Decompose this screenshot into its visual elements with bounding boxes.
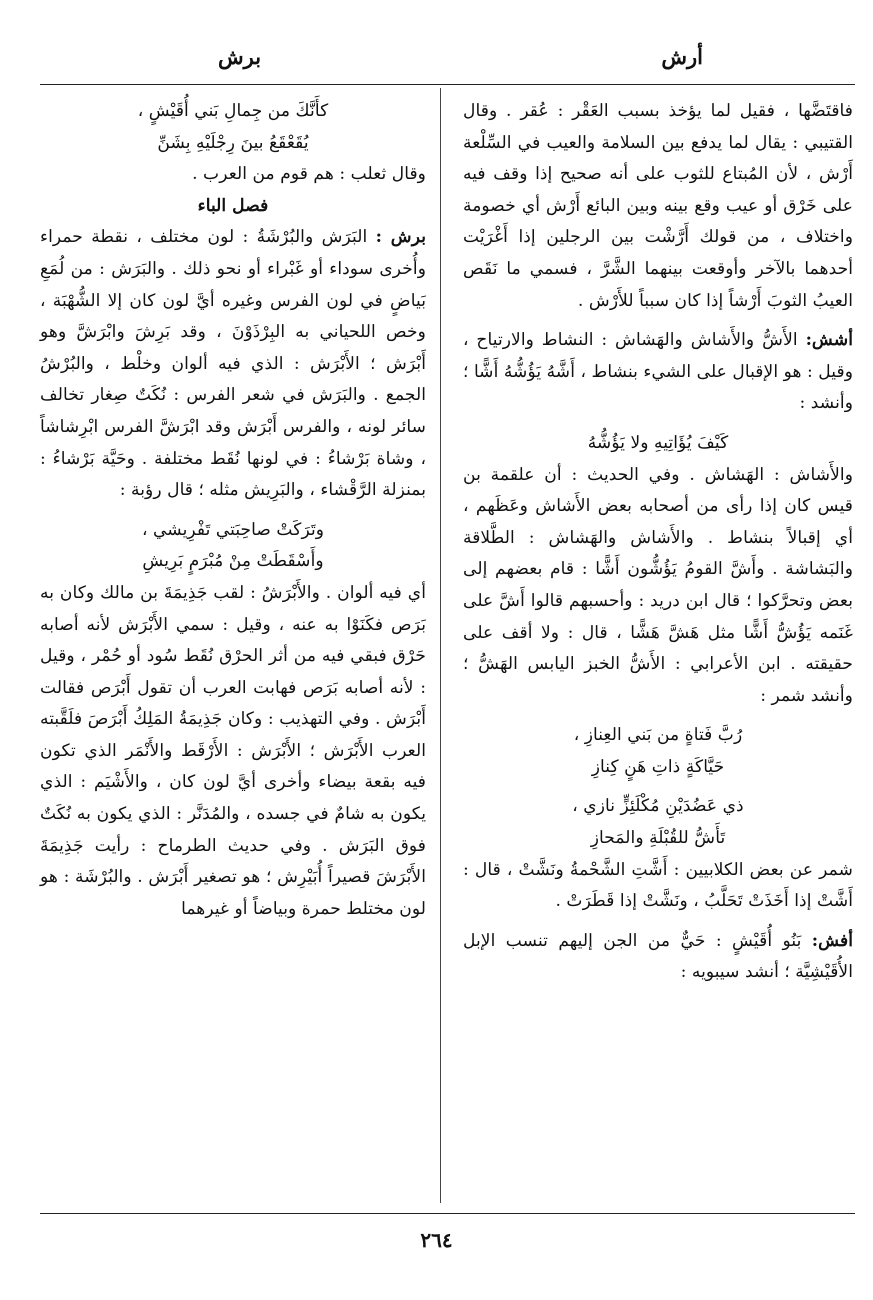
paragraph-thalab: وقال ثعلب : هم قوم من العرب . [192,164,426,185]
entry-ashsh-headword: أشش: [805,330,853,351]
verse-line: رُبَّ فَتاةٍ من بَني العِنازِ ، [573,725,743,746]
entry-afsh [463,926,853,989]
verse-line: يُقَعْقَعُ بينَ رِجْلَيْهِ بِشَنِّ [157,132,309,153]
footer-rule [40,1213,855,1214]
right-column-headword: أرش [661,44,703,69]
entry-barsh [40,222,426,506]
verse-line: حَيَّاكَةٍ ذاتِ هَنٍ كِنازِ [591,756,725,777]
entry-afsh-text: بَنُو أُقَيْشٍ : حَيٌّ من الجن إليهم تنسب الإبل الأُقَيْشِيَّة ؛ أنشد سيبويه : [463,930,853,983]
entry-ashsh [463,325,853,420]
column-divider [440,88,441,1203]
entry-barsh-headword: برش : [375,227,427,248]
entry-barsh-text: البَرَش والبُرْشَةُ : لون مختلف ، نقطة حمراء وأُخرى سوداء أو غَبْراء أو نحو ذلك . والبَرَش : من لُمَعِ بَياضٍ في لون الفرس وغيره أيَّ لون كان إلا الشُّهْبَة ، وخص اللحياني به البِرْذَوْنَ ، وقد بَرِشَ وابْرَشَّ وهو أَبْرَش ؛ الأَبْرَش : الذي فيه ألوان وخلْط ، والبُرْشُ الجمع . والبَرَش في شعر الفرس : نُكَتٌ صِغار تخالف سائر لونه ، والفرس أَبْرَش وقد ابْرَشَّ الفرس ابْرِشاشاً ، وشاة بَرْشاءُ : في لونها نُقَط مختلفة . وحَيَّة بَرْشاءُ : بمنزلة الرَّقْشاء ، والبَرِيش مثله ؛ قال رؤبة : [40,227,426,501]
paragraph-final: أي فيه ألوان . والأَبْرَشُ : لقب جَذِيمَةَ بن مالك وكان به بَرَص فكَنَوْا به عنه ، وقيل : سمي الأَبْرَش لأنه أصابه حَرْق فبقي فيه من أثر الحرْق نُقَط سُود أو حُمْر ، وقيل : لأنه أصابه بَرَص فهابت العرب أن تقول أَبْرَص فقالت أَبْرَش . وفي التهذيب : وكان جَذِيمَةُ المَلِكُ أَبْرَصَ فلَقَّبته العرب الأَبْرَش ؛ الأَبْرَش : الأَرْقَط والأَنْمَر الذي تكون فيه بقعة بيضاء وأخرى أيَّ لون كان ، والأَشْيَم : الذي يكون به شامٌ في جسده ، والمُدَنَّر : الذي يكون به نُكَتٌ فوق البَرَش . وفي حديث الطرماح : رأيت جَذِيمَةَ الأَبْرَشَ قصيراً أُبَيْرِش ؛ هو تصغير أَبْرَش . والبُرْشَة : هو لون مختلط حمرة وبياضاً أو غيرهما [40,582,426,919]
section-title: فصل الباء [197,195,269,216]
verse-line: كأَنَّكَ من جِمالِ بَني أُقَيْشٍ ، [137,101,329,121]
verse-line: ذي عَضُدَيْنِ مُكْلَئِزٍّ نازي ، [572,796,744,817]
header-rule [40,84,855,85]
right-column [463,96,853,989]
entry-ashsh-text: الأَشُّ والأَشاش والهَشاش : النشاط والارتياح ، وقيل : هو الإقبال على الشيء بنشاط ، أَشَّهُ يَؤُشُّهُ أَشًّا ؛ وأنشد : [463,330,853,414]
paragraph-shamir: شمر عن بعض الكلابيين : أَشَّتِ الشَّحْمةُ ونَشَّتْ ، قال : أَشَّتْ إذا أَخَذَتْ تَحَلَّبُ ، ونَشَّتْ إذا قَطَرَتْ . [463,859,853,912]
page-header [0,40,873,80]
left-column [40,96,426,925]
verse-line: وأَسْقَطَتْ مِنْ مُبْرَمٍ بَرِيشِ [142,551,324,572]
verse-line: وتَرَكَتْ صاحِبَتي تَفْرِيشي ، [141,519,325,540]
page-number: ٢٦٤ [420,1228,453,1252]
paragraph-ashash: والأَشاش : الهَشاش . وفي الحديث : أن علقمة بن قيس كان إذا رأى من أصحابه بعض الأَشاش وعَظَهم ، أي إقبالاً بنشاط . والأَشاش والهَشاش : الطَّلاقة والبَشاشة . وأَشَّ القومُ يَؤُشُّون أَشًّا : قام بعضهم إلى بعض وتحرَّكوا ؛ قال ابن دريد : وأحسبهم قالوا أَشَّ على غَنَمه يَؤُشُّ أَشًّا مثل هَشَّ هَشًّا ، قال : ولا أقف على حقيقته . ابن الأعرابي : الأَشُّ الخبز اليابس الهَشُّ ؛ وأنشد شمر : [463,464,853,706]
paragraph-arsh: فاقتَضَّها ، فقيل لما يؤخذ بسبب العَقْر : عُقر . وقال القتيبي : يقال لما يدفع بين السلامة والعيب في السِّلْعة أَرْش ، لأن المُبتاع للثوب على أنه صحيح إذا وقف فيه على خَرْق أو عيب وقع بينه وبين البائع أَرْش أي خصومة واختلاف ، من قولك أَرَّشْت بين الرجلين إذا أَغْرَيْت أحدهما بالآخر وأوقعت بينهما الشَّرَّ ، فسمي ما نَقَص العيبُ الثوبَ أَرْشاً إذا كان سبباً للأَرْش . [463,101,853,311]
verse-line: كَيْفَ يُؤَاتِيهِ ولا يَؤُشُّهُ [587,432,729,453]
entry-afsh-headword: أفش: [811,930,853,951]
verse-line: تَأَشُّ للقُبْلَةِ والمَحازِ [590,828,726,849]
left-column-headword: برش [218,44,262,69]
